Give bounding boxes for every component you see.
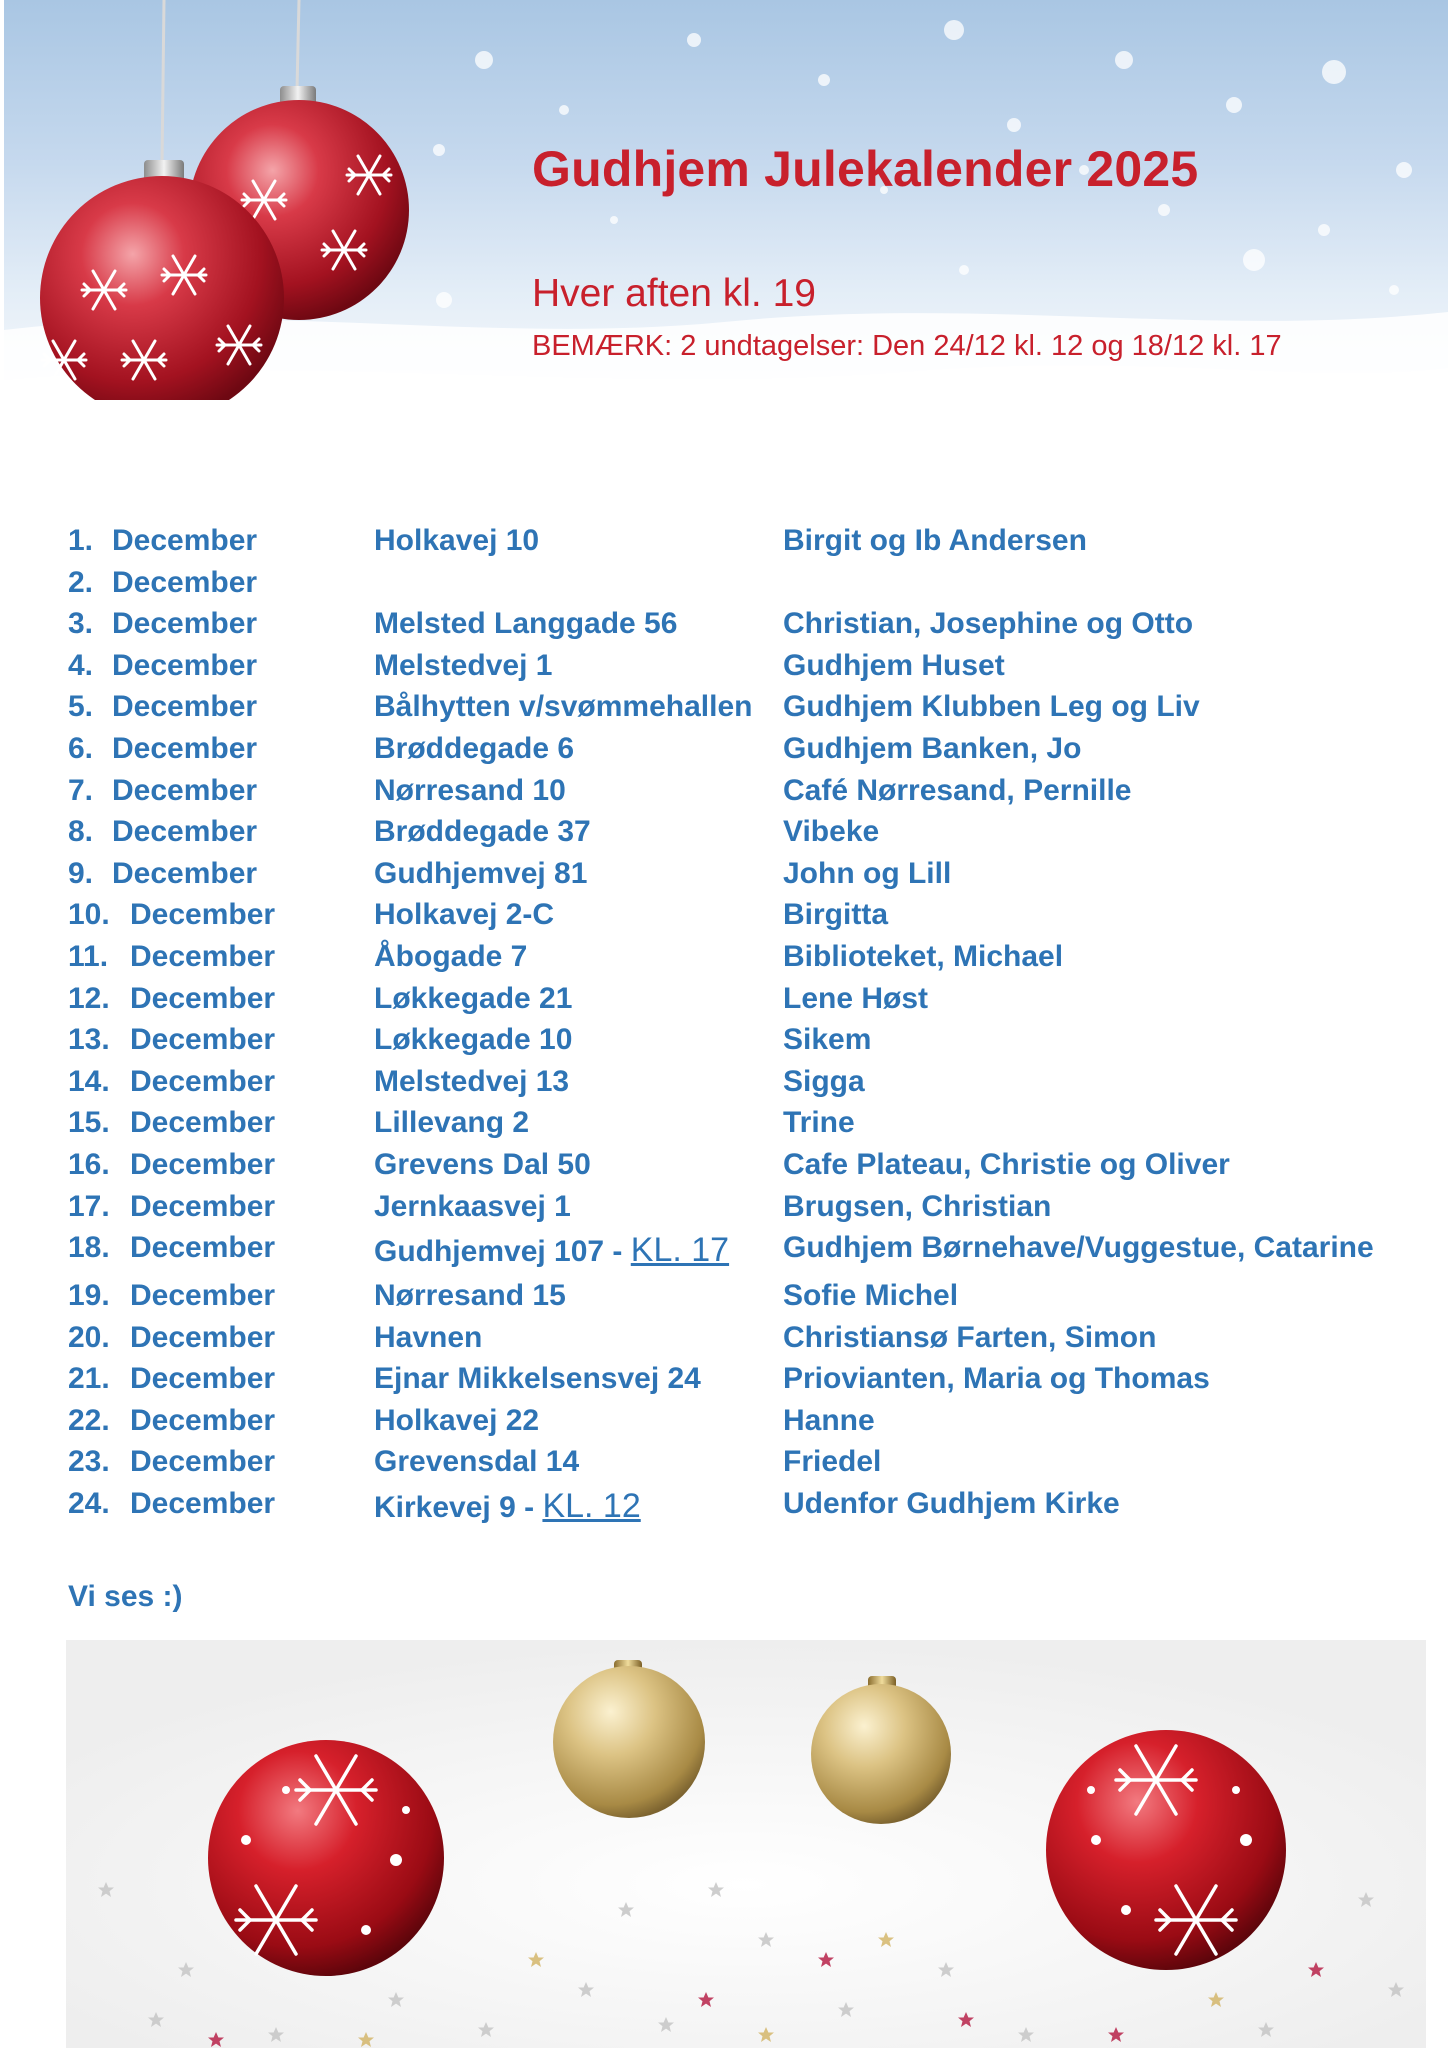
address: Løkkegade 10 bbox=[374, 1023, 573, 1057]
host: Brugsen, Christian bbox=[783, 1189, 1052, 1223]
day-month: December bbox=[130, 1231, 276, 1265]
schedule-list bbox=[0, 524, 1448, 1535]
schedule-row bbox=[0, 524, 1448, 566]
day-number: 1. bbox=[68, 524, 94, 557]
address bbox=[374, 1231, 729, 1270]
host: Priovianten, Maria og Thomas bbox=[783, 1362, 1210, 1396]
day-number: 3. bbox=[68, 607, 94, 641]
schedule-row bbox=[0, 649, 1448, 691]
day-month: December bbox=[112, 607, 258, 641]
host: Trine bbox=[783, 1106, 855, 1140]
address-text: Kirkevej 9 - bbox=[374, 1491, 543, 1525]
schedule-row bbox=[0, 1362, 1448, 1404]
schedule-row bbox=[0, 1231, 1448, 1279]
host: Sofie Michel bbox=[783, 1279, 959, 1313]
host: Christian, Josephine og Otto bbox=[783, 607, 1194, 641]
host: Biblioteket, Michael bbox=[783, 939, 1064, 973]
subtitle: Hver aften kl. 19 bbox=[532, 272, 816, 315]
day-month: December bbox=[112, 773, 258, 807]
address: Nørresand 15 bbox=[374, 1279, 566, 1313]
host: Gudhjem Banken, Jo bbox=[783, 731, 1082, 765]
host: Vibeke bbox=[783, 815, 880, 849]
day-number: 8. bbox=[68, 815, 94, 849]
host: Gudhjem Klubben Leg og Liv bbox=[783, 690, 1200, 724]
address: Melstedvej 1 bbox=[374, 648, 553, 682]
address: Holkavej 10 bbox=[374, 524, 540, 557]
address: Ejnar Mikkelsensvej 24 bbox=[374, 1362, 701, 1396]
schedule-row bbox=[0, 1279, 1448, 1321]
address: Havnen bbox=[374, 1320, 483, 1354]
schedule-row bbox=[0, 940, 1448, 982]
day-number: 17. bbox=[68, 1189, 110, 1223]
host: Lene Høst bbox=[783, 981, 929, 1015]
day-month: December bbox=[112, 524, 258, 557]
day-number: 15. bbox=[68, 1106, 110, 1140]
day-number: 6. bbox=[68, 731, 94, 765]
schedule-row bbox=[0, 898, 1448, 940]
schedule-row bbox=[0, 1404, 1448, 1446]
day-month: December bbox=[130, 1106, 276, 1140]
address: Melsted Langgade 56 bbox=[374, 607, 678, 641]
host: John og Lill bbox=[783, 856, 952, 890]
schedule-row bbox=[0, 774, 1448, 816]
day-number: 24. bbox=[68, 1487, 110, 1521]
schedule-row bbox=[0, 1106, 1448, 1148]
schedule-row bbox=[0, 1487, 1448, 1535]
day-number: 11. bbox=[68, 939, 109, 973]
day-number: 21. bbox=[68, 1362, 110, 1396]
time-exception: KL. 17 bbox=[630, 1231, 730, 1270]
day-month: December bbox=[130, 981, 276, 1015]
host: Hanne bbox=[783, 1403, 875, 1437]
schedule-row bbox=[0, 607, 1448, 649]
address: Brøddegade 6 bbox=[374, 731, 575, 765]
day-number: 22. bbox=[68, 1403, 110, 1437]
day-number: 10. bbox=[68, 898, 110, 932]
host: Gudhjem Huset bbox=[783, 648, 1005, 682]
host: Sikem bbox=[783, 1023, 872, 1057]
schedule-row bbox=[0, 732, 1448, 774]
address: Åbogade 7 bbox=[374, 939, 528, 973]
day-number: 18. bbox=[68, 1231, 110, 1265]
address: Jernkaasvej 1 bbox=[374, 1189, 571, 1223]
address-text: Gudhjemvej 107 - bbox=[374, 1235, 631, 1269]
day-month: December bbox=[130, 1403, 276, 1437]
day-number: 12. bbox=[68, 981, 110, 1015]
schedule-row bbox=[0, 1148, 1448, 1190]
header-banner bbox=[4, 0, 1448, 468]
day-number: 14. bbox=[68, 1064, 110, 1098]
host: Birgitta bbox=[783, 898, 888, 932]
host: Udenfor Gudhjem Kirke bbox=[783, 1487, 1120, 1521]
day-month: December bbox=[130, 1320, 276, 1354]
day-number: 5. bbox=[68, 690, 94, 724]
day-number: 9. bbox=[68, 856, 94, 890]
schedule-row bbox=[0, 1065, 1448, 1107]
address: Grevensdal 14 bbox=[374, 1445, 580, 1479]
address: Holkavej 22 bbox=[374, 1403, 540, 1437]
christmas-bauble-icon bbox=[24, 0, 424, 400]
host: Cafe Plateau, Christie og Oliver bbox=[783, 1147, 1230, 1181]
day-month: December bbox=[112, 565, 258, 599]
exception-note: BEMÆRK: 2 undtagelser: Den 24/12 kl. 12 og 18/12 kl. 17 bbox=[532, 330, 1282, 362]
day-number: 19. bbox=[68, 1279, 110, 1313]
address: Lillevang 2 bbox=[374, 1106, 530, 1140]
day-month: December bbox=[112, 815, 258, 849]
day-month: December bbox=[130, 939, 276, 973]
page-title: Gudhjem Julekalender 2025 bbox=[532, 141, 1199, 197]
day-month: December bbox=[130, 1189, 276, 1223]
day-month: December bbox=[130, 1487, 276, 1521]
day-number: 13. bbox=[68, 1023, 110, 1057]
day-month: December bbox=[112, 648, 258, 682]
day-month: December bbox=[130, 1279, 276, 1313]
schedule-row bbox=[0, 815, 1448, 857]
host: Christiansø Farten, Simon bbox=[783, 1320, 1157, 1354]
day-month: December bbox=[112, 856, 258, 890]
day-month: December bbox=[112, 731, 258, 765]
day-month: December bbox=[130, 1064, 276, 1098]
day-month: December bbox=[130, 1147, 276, 1181]
day-number: 2. bbox=[68, 565, 94, 599]
schedule-row bbox=[0, 857, 1448, 899]
day-number: 16. bbox=[68, 1147, 110, 1181]
schedule-row bbox=[0, 982, 1448, 1024]
christmas-bauble-icon bbox=[66, 1640, 1426, 2048]
host: Sigga bbox=[783, 1064, 865, 1098]
schedule-row bbox=[0, 1190, 1448, 1232]
address: Nørresand 10 bbox=[374, 773, 566, 807]
host: Friedel bbox=[783, 1445, 882, 1479]
time-exception: KL. 12 bbox=[542, 1487, 641, 1526]
day-number: 7. bbox=[68, 773, 94, 807]
address: Brøddegade 37 bbox=[374, 815, 591, 849]
day-month: December bbox=[130, 1445, 276, 1479]
address: Holkavej 2-C bbox=[374, 898, 555, 932]
closing-text: Vi ses :) bbox=[68, 1580, 183, 1613]
address: Gudhjemvej 81 bbox=[374, 856, 588, 890]
address: Grevens Dal 50 bbox=[374, 1147, 591, 1181]
day-number: 4. bbox=[68, 648, 94, 682]
host: Café Nørresand, Pernille bbox=[783, 773, 1132, 807]
host: Gudhjem Børnehave/Vuggestue, Catarine bbox=[783, 1231, 1374, 1265]
address: Løkkegade 21 bbox=[374, 981, 573, 1015]
day-month: December bbox=[130, 1023, 276, 1057]
schedule-row bbox=[0, 1023, 1448, 1065]
day-month: December bbox=[112, 690, 258, 724]
day-number: 23. bbox=[68, 1445, 110, 1479]
schedule-row bbox=[0, 690, 1448, 732]
schedule-row bbox=[0, 1445, 1448, 1487]
day-number: 20. bbox=[68, 1320, 110, 1354]
address bbox=[374, 1487, 641, 1526]
schedule-row bbox=[0, 566, 1448, 608]
day-month: December bbox=[130, 898, 276, 932]
day-month: December bbox=[130, 1362, 276, 1396]
schedule-row bbox=[0, 1321, 1448, 1363]
host: Birgit og Ib Andersen bbox=[783, 524, 1087, 557]
address: Melstedvej 13 bbox=[374, 1064, 570, 1098]
address: Bålhytten v/svømmehallen bbox=[374, 690, 753, 724]
